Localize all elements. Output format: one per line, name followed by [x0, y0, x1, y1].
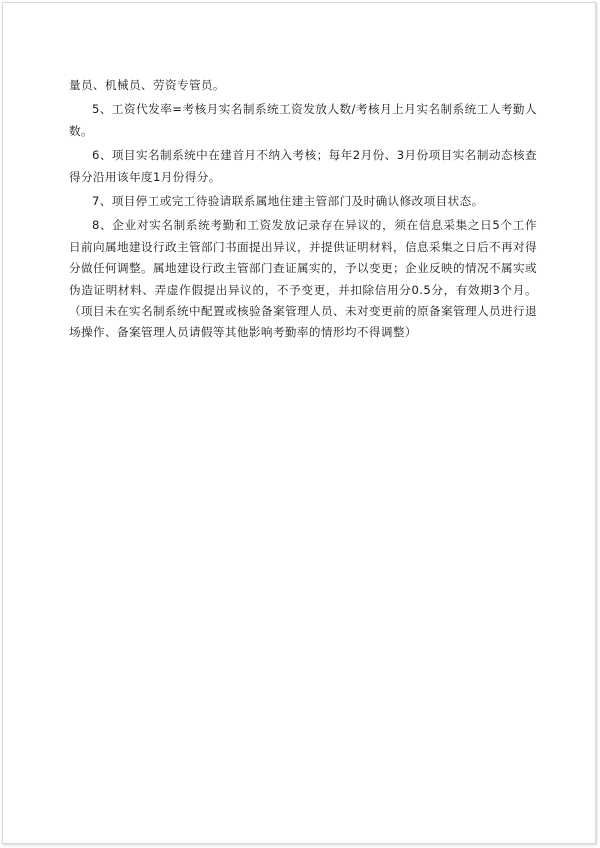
paragraph-item-8: 8、企业对实名制系统考勤和工资发放记录存在异议的，须在信息采集之日5个工作日前向属地建设行政主管部门书面提出异议，并提供证明材料，信息采集之日后不再对得分做任何调整。属地建设行政主管部门查证属实的，予以变更；企业反映的情况不属实或伪造证明材料、弄虚作假提出异议的，不予变更，并扣除信用分0.5分，有效期3个月。（项目未在实名制系统中配置或核验备案管理人员、未对变更前的原备案管理人员进行退场操作、备案管理人员请假等其他影响考勤率的情形均不得调整） [69, 218, 537, 340]
paragraph-item-6: 6、项目实名制系统中在建首月不纳入考核；每年2月份、3月份项目实名制动态核查得分沿用该年度1月份得分。 [69, 148, 537, 184]
paragraph-item-5: 5、工资代发率=考核月实名制系统工资发放人数/考核月上月实名制系统工人考勤人数。 [69, 102, 537, 138]
paragraph-continuation: 量员、机械员、劳资专管员。 [69, 78, 225, 92]
paragraph-item-7: 7、项目停工或完工待验请联系属地住建主管部门及时确认修改项目状态。 [92, 194, 484, 209]
document-page [2, 2, 596, 844]
document-body [69, 75, 537, 347]
